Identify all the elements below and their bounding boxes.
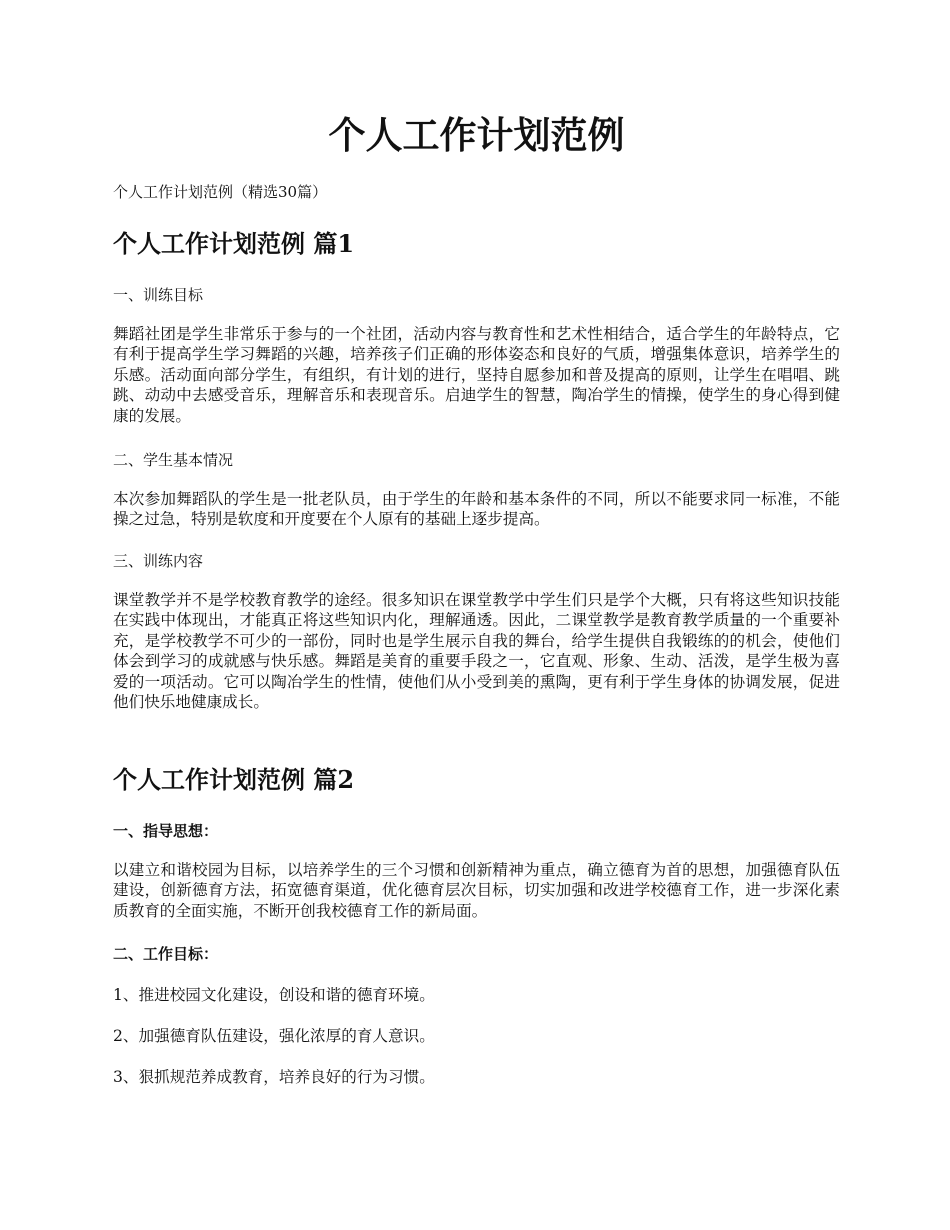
section1-item1-label: 一、训练目标 bbox=[113, 286, 204, 304]
section1-item3-paragraph: 课堂教学并不是学校教育教学的途经。很多知识在课堂教学中学生们只是学个大概，只有将这些知识技能在实践中体现出，才能真正将这些知识内化，理解通透。因此，二课堂教学是教育教学质量的一个重要补充，是学校教学不可少的一部份，同时也是学生展示自我的舞台，给学生提供自我锻练的的机会，使他们体会到学习的成就感与快乐感。舞蹈是美育的重要手段之一，它直观、形象、生动、活泼，是学生极为喜爱的一项活动。它可以陶冶学生的性情，使他们从小受到美的熏陶，更有利于学生身体的协调发展，促进他们快乐地健康成长。 bbox=[113, 591, 840, 712]
section1-item2-paragraph: 本次参加舞蹈队的学生是一批老队员，由于学生的年龄和基本条件的不同，所以不能要求同一标准，不能操之过急，特别是软度和开度要在个人原有的基础上逐步提高。 bbox=[113, 490, 840, 529]
goal-item-3: 3、狠抓规范养成教育，培养良好的行为习惯。 bbox=[113, 1068, 435, 1086]
section2-item1-paragraph: 以建立和谐校园为目标，以培养学生的三个习惯和创新精神为重点，确立德育为首的思想，加强德育队伍建设，创新德育方法，拓宽德育渠道，优化德育层次目标，切实加强和改进学校德育工作，进一步深化素质教育的全面实施，不断开创我校德育工作的新局面。 bbox=[113, 861, 840, 920]
section1-item1-paragraph: 舞蹈社团是学生非常乐于参与的一个社团，活动内容与教育性和艺术性相结合，适合学生的年龄特点，它有利于提高学生学习舞蹈的兴趣，培养孩子们正确的形体姿态和良好的气质，增强集体意识，培养学生的乐感。活动面向部分学生，有组织，有计划的进行，坚持自愿参加和普及提高的原则，让学生在唱唱、跳跳、动动中去感受音乐，理解音乐和表现音乐。启迪学生的智慧，陶冶学生的情操，使学生的身心得到健康的发展。 bbox=[113, 325, 840, 425]
section-heading-2: 个人工作计划范例 篇2 bbox=[113, 765, 355, 794]
goal-item-2: 2、加强德育队伍建设，强化浓厚的育人意识。 bbox=[113, 1027, 435, 1045]
section-heading-1: 个人工作计划范例 篇1 bbox=[113, 229, 355, 258]
section1-item3-label: 三、训练内容 bbox=[113, 552, 204, 570]
page-title: 个人工作计划范例 bbox=[328, 113, 625, 157]
section2-item2-label: 二、工作目标： bbox=[113, 945, 219, 963]
goal-item-1: 1、推进校园文化建设，创设和谐的德育环境。 bbox=[113, 986, 435, 1004]
section2-item1-label: 一、指导思想： bbox=[113, 822, 219, 840]
document-subtitle: 个人工作计划范例（精选30篇） bbox=[113, 183, 328, 201]
section1-item2-label: 二、学生基本情况 bbox=[113, 451, 234, 469]
